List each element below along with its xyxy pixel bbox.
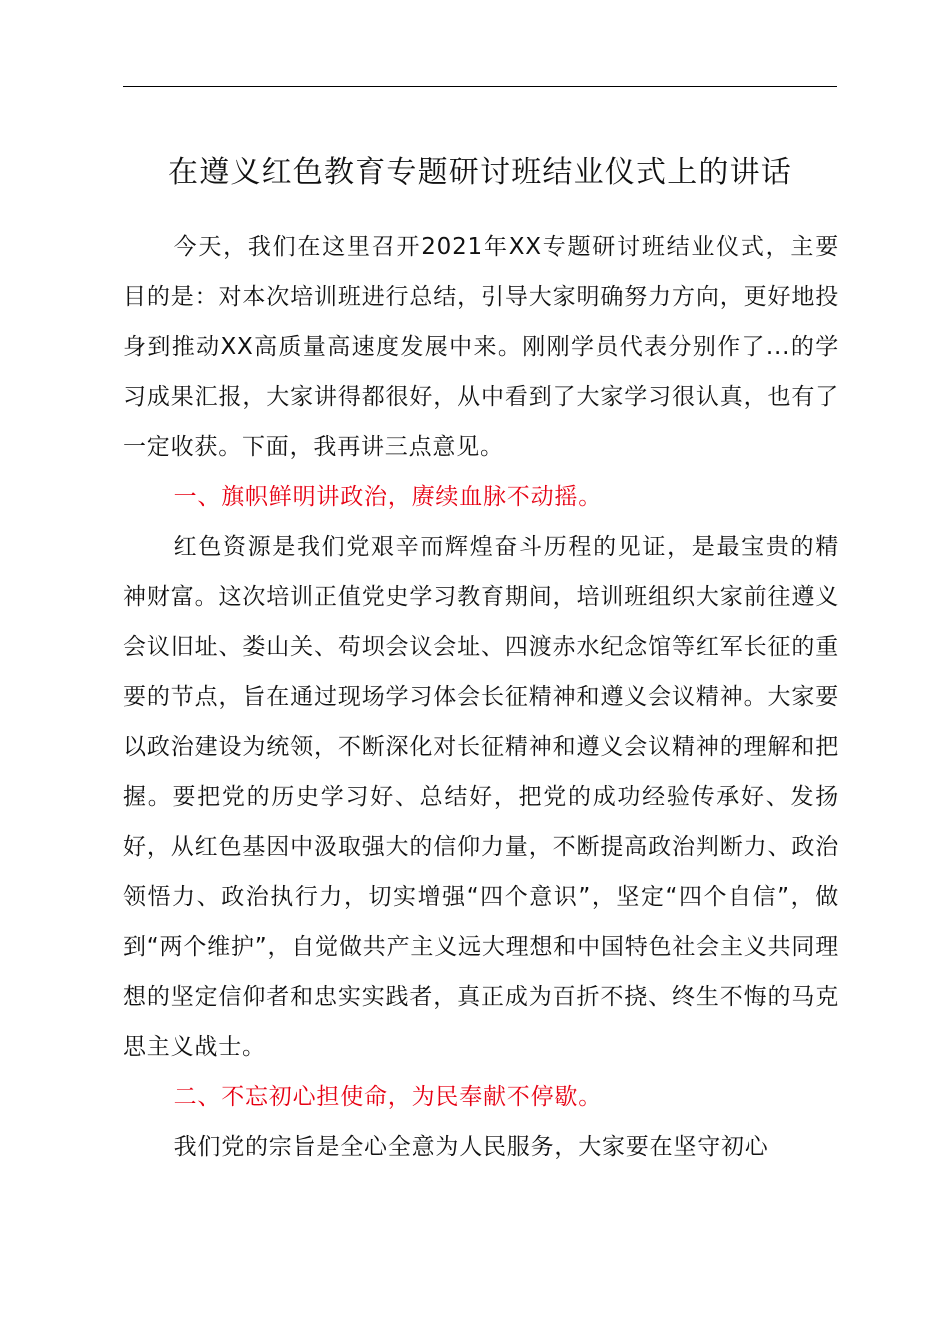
paragraph-section-2: 我们党的宗旨是全心全意为人民服务，大家要在坚守初心 — [173, 1134, 769, 1160]
paragraph-section-1: 红色资源是我们党艰辛而辉煌奋斗历程的见证，是最宝贵的精神财富。这次培训正值党史学习教育期间，培训班组织大家前往遵义会议旧址、娄山关、苟坝会议会址、四渡赤水纪念馆等红军长征的重要的节点，旨在通过现场学习体会长征精神和遵义会议精神。大家要以政治建设为统领，不断深化对长征精神和遵义会议精神的理解和把握。要把党的历史学习好、总结好，把党的成功经验传承好、发扬好，从红色基因中汲取强大的信仰力量，不断提高政治判断力、政治领悟力、政治执行力，切实增强“四个意识”，坚定“四个自信”，做到“两个维护”，自觉做共产主义远大理想和中国特色社会主义共同理想的坚定信仰者和忠实实践者，真正成为百折不挠、终生不悔的马克思主义战士。 — [123, 534, 839, 1060]
header-rule — [123, 86, 837, 87]
section-heading-1: 一、旗帜鲜明讲政治，赓续血脉不动摇。 — [173, 484, 602, 510]
document-body — [123, 222, 839, 1172]
paragraph-intro: 今天，我们在这里召开2021年XX专题研讨班结业仪式，主要目的是：对本次培训班进行总结，引导大家明确努力方向，更好地投身到推动XX高质量高速度发展中来。刚刚学员代表分别作了...的学习成果汇报，大家讲得都很好，从中看到了大家学习很认真，也有了一定收获。下面，我再讲三点意见。 — [123, 234, 839, 460]
section-heading-2: 二、不忘初心担使命，为民奉献不停歇。 — [173, 1084, 602, 1110]
page-title: 在遵义红色教育专题研讨班结业仪式上的讲话 — [168, 155, 792, 190]
